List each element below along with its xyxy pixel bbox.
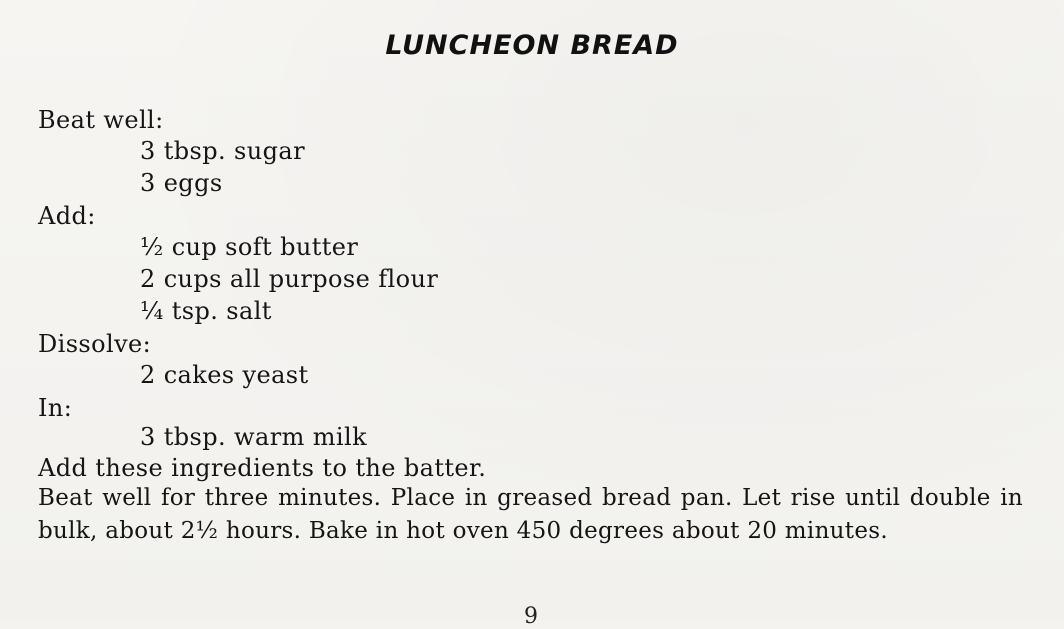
ingredient-sugar: 3 tbsp. sugar	[140, 137, 305, 165]
instruction-paragraph: Beat well for three minutes. Place in greased bread pan. Let rise until double in bulk, about 2½ hours. Bake in hot oven 450 degrees about 20 minutes.	[38, 485, 1023, 544]
ingredient-yeast: 2 cakes yeast	[140, 361, 309, 389]
recipe-title: LUNCHEON BREAD	[385, 30, 679, 61]
ingredient-milk: 3 tbsp. warm milk	[140, 423, 368, 451]
step-label-dissolve: Dissolve:	[38, 330, 152, 358]
step-label-beat: Beat well:	[38, 106, 164, 134]
instruction-add-line: Add these ingredients to the batter.	[38, 454, 487, 482]
page-number: 9	[524, 604, 538, 629]
ingredient-butter: ½ cup soft butter	[140, 233, 359, 261]
step-label-in: In:	[38, 394, 73, 422]
ingredient-flour: 2 cups all purpose flour	[140, 265, 439, 293]
ingredient-salt: ¼ tsp. salt	[140, 297, 272, 325]
ingredient-eggs: 3 eggs	[140, 169, 223, 197]
step-label-add: Add:	[38, 202, 96, 230]
